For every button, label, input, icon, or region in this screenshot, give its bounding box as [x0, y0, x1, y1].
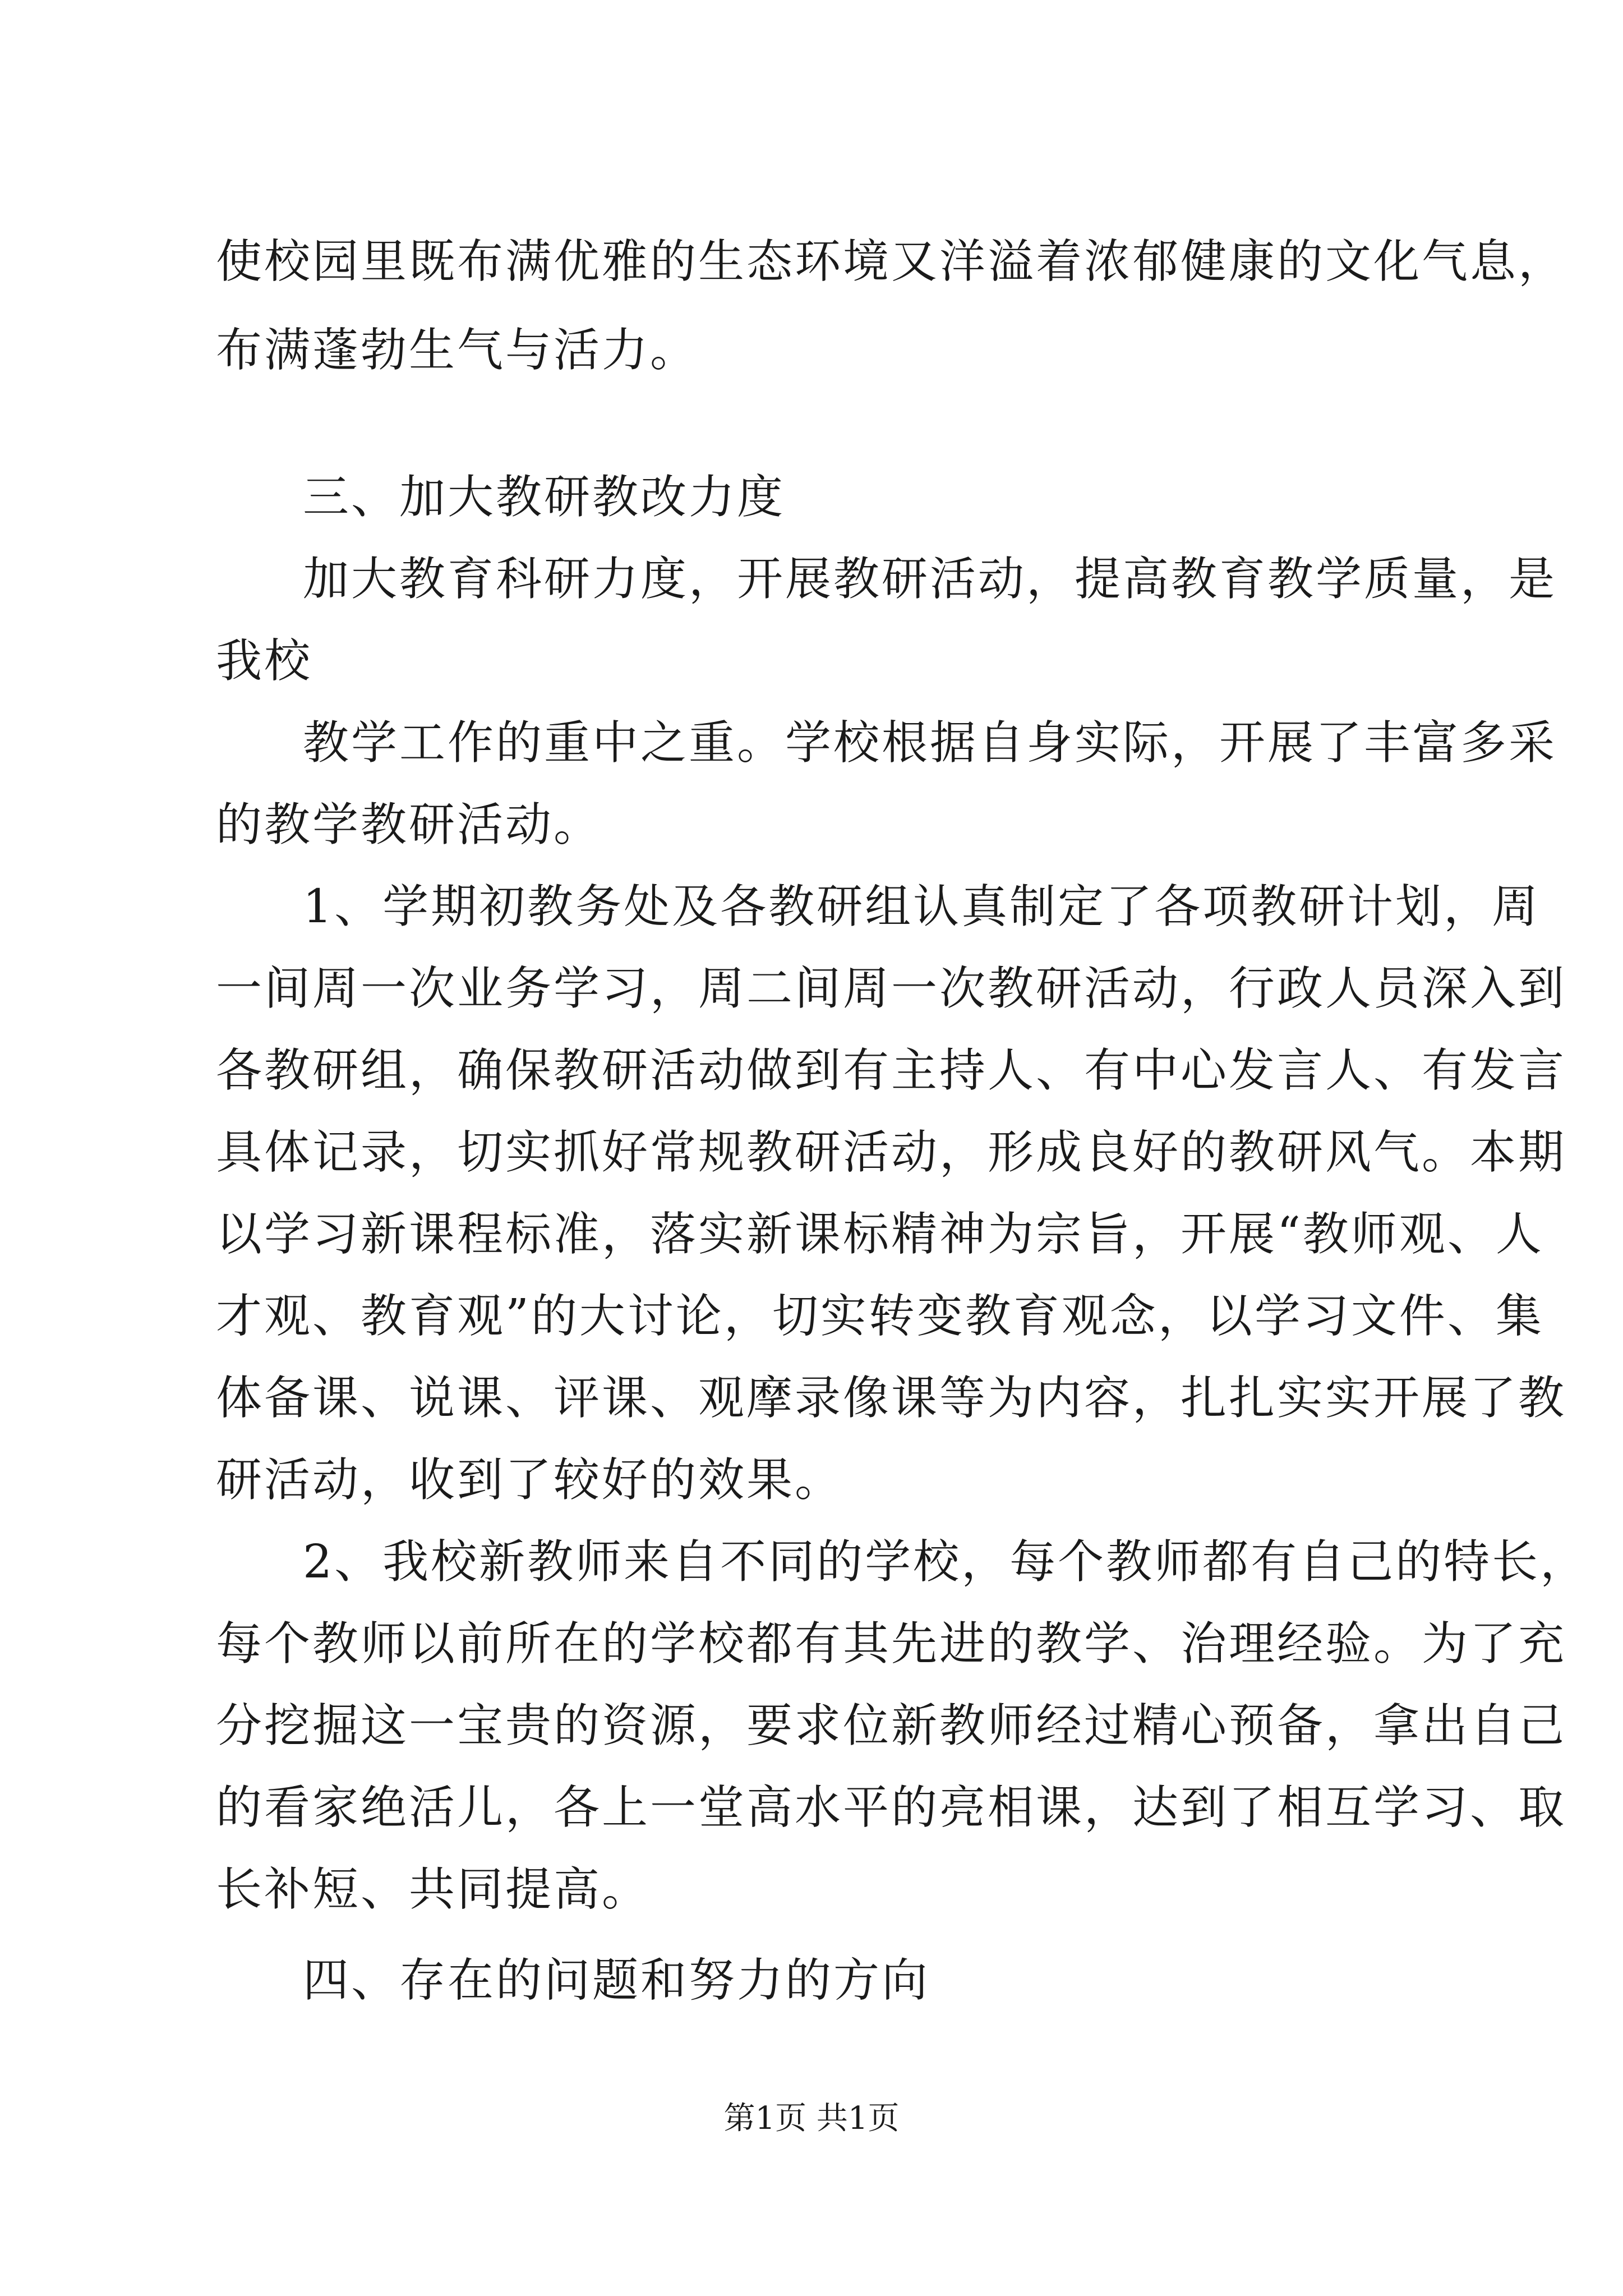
body-text-line: 每个教师以前所在的学校都有其先进的教学、治理经验。为了充 [216, 1617, 1567, 1671]
body-text-line: 2、我校新教师来自不同的学校，每个教师都有自己的特长， [303, 1535, 1589, 1589]
body-text-line: 的看家绝活儿，各上一堂高水平的亮相课，达到了相互学习、取 [216, 1781, 1567, 1834]
page-footer: 第1页 共1页 [723, 2100, 900, 2137]
body-text-line: 使校园里既布满优雅的生态环境又洋溢着浓郁健康的文化气息， [216, 235, 1567, 288]
body-text-line: 一间周一次业务学习，周二间周一次教研活动，行政人员深入到 [216, 962, 1567, 1015]
body-text-line: 加大教育科研力度，开展教研活动，提高教育教学质量，是 [303, 553, 1557, 606]
body-text-line: 具体记录，切实抓好常规教研活动，形成良好的教研风气。本期 [216, 1126, 1567, 1179]
body-text-line: 体备课、说课、评课、观摩录像课等为内容，扎扎实实开展了教 [216, 1372, 1567, 1425]
body-text-line: 以学习新课程标准，落实新课标精神为宗旨，开展“教师观、人 [216, 1208, 1544, 1261]
body-text-line: 我校 [216, 634, 313, 688]
body-text-line: 研活动，收到了较好的效果。 [216, 1453, 843, 1507]
body-text-line: 才观、教育观”的大讨论，切实转变教育观念，以学习文件、集 [216, 1290, 1544, 1343]
body-text-line: 的教学教研活动。 [216, 798, 602, 852]
section-heading: 三、加大教研教改力度 [303, 471, 786, 524]
section-heading: 四、存在的问题和努力的方向 [303, 1954, 930, 2007]
body-text-line: 教学工作的重中之重。学校根据自身实际，开展了丰富多采 [303, 716, 1557, 770]
body-text-line: 1、学期初教务处及各教研组认真制定了各项教研计划，周 [303, 880, 1541, 933]
body-text-line: 各教研组，确保教研活动做到有主持人、有中心发言人、有发言 [216, 1044, 1567, 1097]
body-text-line: 长补短、共同提高。 [216, 1863, 651, 1916]
body-text-line: 布满蓬勃生气与活力。 [216, 324, 699, 377]
body-text-line: 分挖掘这一宝贵的资源，要求位新教师经过精心预备，拿出自己 [216, 1699, 1567, 1752]
